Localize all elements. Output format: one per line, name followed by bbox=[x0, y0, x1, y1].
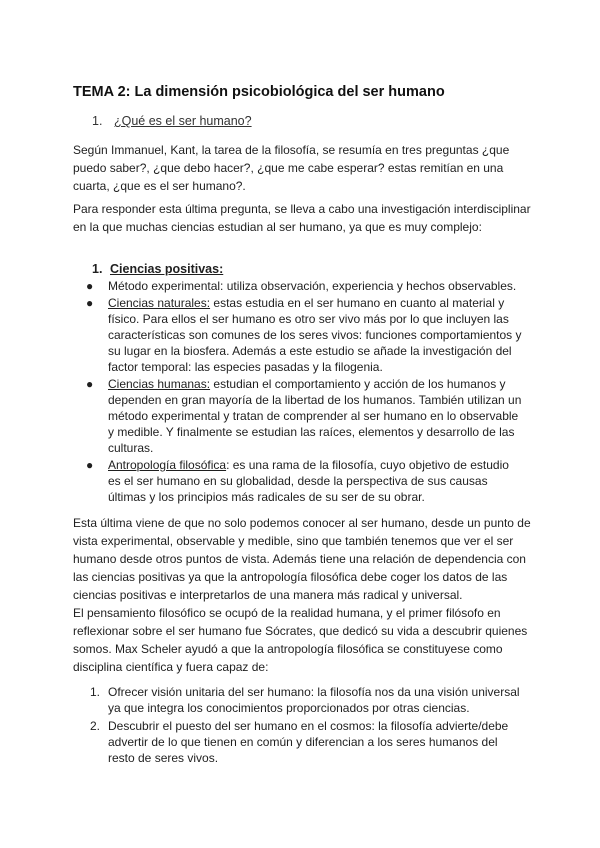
bullet-text: Método experimental: utiliza observación, experiencia y hechos observables. bbox=[108, 279, 517, 293]
bullet-icon: ● bbox=[86, 458, 94, 472]
list-item bbox=[73, 278, 523, 294]
paragraph-relation: Esta última viene de que no solo podemos conocer al ser humano, desde un punto de vista experimental, observable y medible, sino que también tenemos que ver el ser humano desde otros puntos de vista. Además tiene una relación de dependencia con las ciencias positivas ya que la antropología filosófica debe coger los datos de las ciencias positivas e interpretarlos de una manera más radical y universal. bbox=[73, 516, 531, 602]
subheading-number: 1. bbox=[92, 114, 103, 128]
list-item bbox=[73, 457, 523, 505]
bullet-text: estas estudia en el ser humano en cuanto al material y físico. Para ellos el ser humano es otro ser vivo más por lo que incluyen las características son comunes de los seres vivos: funciones comportamientos y su lugar en la biosfera. Además a este estudio se añade la investigación del factor temporal: las especies pasadas y la filogenia. bbox=[108, 296, 522, 374]
section-title: Ciencias positivas: bbox=[110, 262, 224, 276]
numbered-list bbox=[73, 684, 525, 768]
section-heading bbox=[92, 262, 223, 276]
bullet-list bbox=[73, 278, 523, 506]
paragraph-kant: Según Immanuel, Kant, la tarea de la filosofía, se resumía en tres preguntas ¿que puedo saber?, ¿que debo hacer?, ¿que me cabe esperar? estas remitían en una cuarta, ¿que es el ser humano?. bbox=[73, 143, 510, 193]
bullet-icon: ● bbox=[86, 296, 94, 310]
section-number: 1. bbox=[92, 262, 103, 276]
list-item bbox=[73, 376, 523, 456]
bullet-text: : es una rama de la filosofía, cuyo objetivo de estudio es el ser humano en su globalidad, desde la perspectiva de sus causas últimas y los principios más radicales de su ser de su obrar. bbox=[108, 458, 509, 504]
page-title: TEMA 2: La dimensión psicobiológica del ser humano bbox=[73, 84, 445, 100]
list-item bbox=[73, 684, 525, 716]
item-text: Ofrecer visión unitaria del ser humano: la filosofía nos da una visión universal ya que integra los conocimientos proporcionados por otras ciencias. bbox=[108, 685, 520, 715]
item-text: Descubrir el puesto del ser humano en el cosmos: la filosofía advierte/debe advertir de lo que tienen en común y diferencian a los seres humanos del resto de seres vivos. bbox=[108, 719, 509, 765]
paragraph-socrates: El pensamiento filosófico se ocupó de la realidad humana, y el primer filósofo en reflexionar sobre el ser humano fue Sócrates, que dedicó su vida a descubrir quienes somos. Max Scheler ayudó a que la antropología filosófica se constituyese como disciplina científica y fuera capaz de: bbox=[73, 606, 528, 674]
paragraph-investigation: Para responder esta última pregunta, se lleva a cabo una investigación interdisciplinar en la que muchas ciencias estudian al ser humano, ya que es muy complejo: bbox=[73, 202, 531, 234]
bullet-icon: ● bbox=[86, 377, 94, 391]
list-item bbox=[73, 295, 523, 375]
bullet-term: Ciencias naturales: bbox=[108, 296, 211, 310]
subheading-text: ¿Qué es el ser humano? bbox=[114, 114, 252, 128]
bullet-term: Antropología filosófica bbox=[108, 458, 227, 472]
bullet-icon: ● bbox=[86, 279, 94, 293]
item-number: 1. bbox=[90, 685, 101, 699]
bullet-text: estudian el comportamiento y acción de los humanos y dependen en gran mayoría de la libertad de los humanos. También utilizan un método experimental y tratan de comprender al ser humano en lo observable y medible. Y finalmente se estudian las raíces, elementos y desarrollo de las culturas. bbox=[108, 377, 522, 455]
item-number: 2. bbox=[90, 719, 101, 733]
subheading bbox=[92, 114, 252, 128]
list-item bbox=[73, 718, 525, 766]
bullet-term: Ciencias humanas: bbox=[108, 377, 211, 391]
